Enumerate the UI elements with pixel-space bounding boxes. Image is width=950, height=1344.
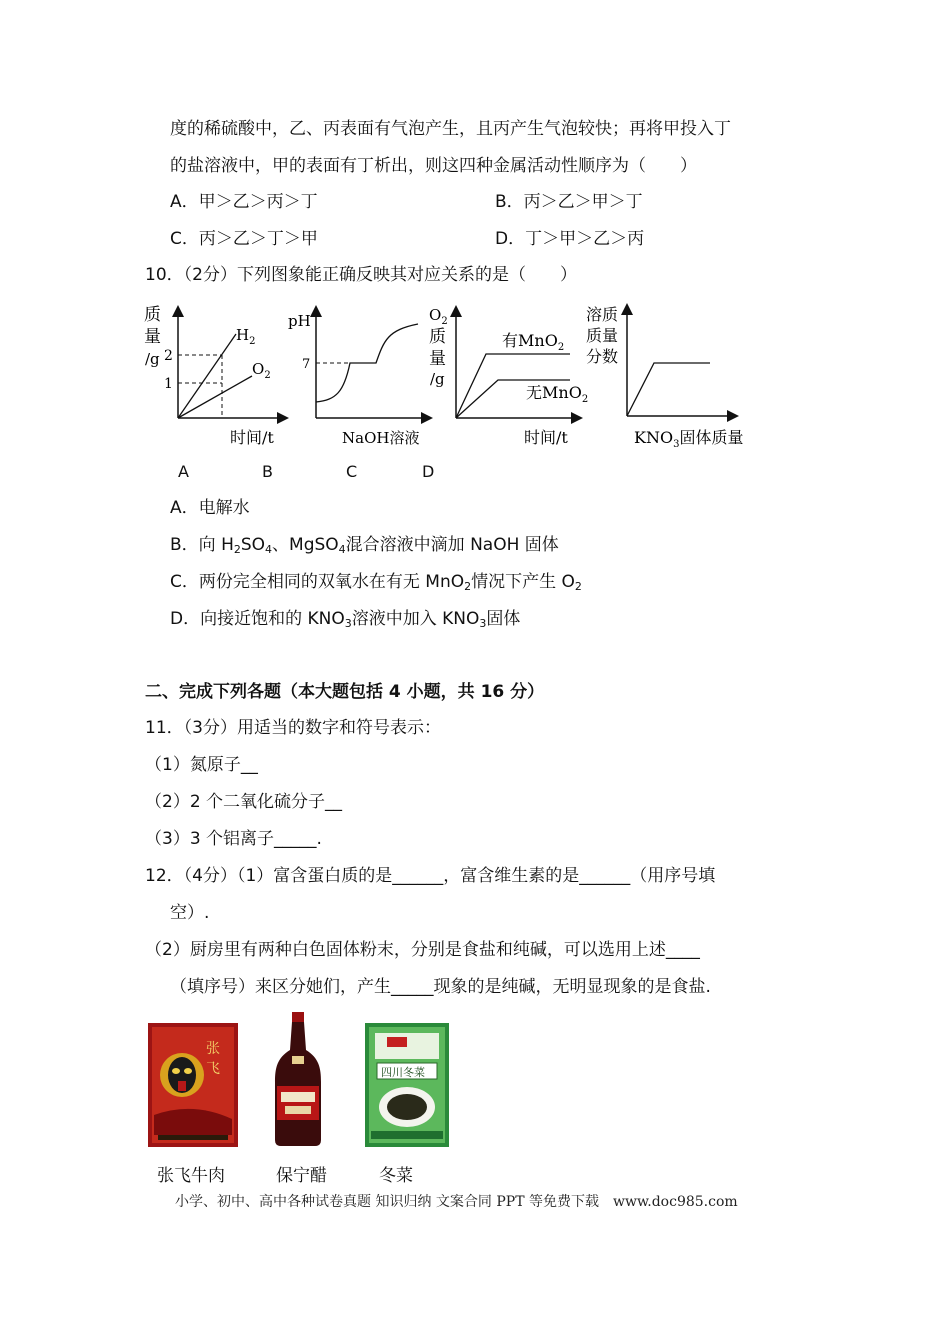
q11-part3: （3）3 个铝离子_____. <box>145 829 322 849</box>
graph-c-ylabel-4: /g <box>430 370 445 388</box>
graph-c-ylabel-2: 质 <box>429 327 446 347</box>
q10-graphs <box>140 296 760 456</box>
graph-c-ylabel-1: $O_2$ <box>429 306 448 327</box>
graph-a-ylabel-1: 质 <box>144 305 161 325</box>
q9-option-c: C．丙＞乙＞丁＞甲 <box>170 229 318 249</box>
photo-beef-package <box>148 1023 238 1147</box>
graph-a-o2-label: $O_2$ <box>252 360 271 381</box>
graph-b-tick-7: 7 <box>302 357 311 372</box>
q12-line3: （2）厨房里有两种白色固体粉末，分别是食盐和纯碱，可以选用上述____ <box>145 940 700 960</box>
graph-a-ylabel-3: /g <box>145 350 160 368</box>
section2-title: 二、完成下列各题（本大题包括 4 小题，共 16 分） <box>145 682 545 702</box>
q9-option-d: D．丁＞甲＞乙＞丙 <box>495 229 645 249</box>
graph-a-tick-1: 1 <box>164 376 173 392</box>
q10-option-a: A．电解水 <box>170 498 250 518</box>
graph-b-ylabel: pH <box>288 312 311 330</box>
q10-option-c: C．两份完全相同的双氧水在有无 MnO$_2$情况下产生 $O_2$ <box>170 572 582 593</box>
graph-d-ylabel-1: 溶质 <box>586 305 619 324</box>
graph-letter-a: A <box>178 462 189 481</box>
photo-pickle-text: 四川冬菜 <box>381 1066 425 1079</box>
graph-letter-c: C <box>346 462 358 481</box>
graph-c-xlabel: 时间/t <box>524 428 568 447</box>
q10-graphs-svg <box>140 296 760 456</box>
q10-stem: 10．（2分）下列图象能正确反映其对应关系的是（ ） <box>145 265 577 285</box>
graph-d-ylabel-2: 质量 <box>586 326 619 345</box>
q11-part1: （1）氮原子__ <box>145 755 258 775</box>
graph-d-line <box>627 363 710 416</box>
graph-a-xlabel: 时间/t <box>230 428 274 447</box>
q9-line1: 度的稀硫酸中，乙、丙表面有气泡产生，且丙产生气泡较快；再将甲投入丁 <box>170 119 731 139</box>
graph-c-ylabel-3: 量 <box>429 349 446 369</box>
graph-a <box>144 305 286 447</box>
q10-option-b: B．向 $H_2SO_4$、MgSO$_4$混合溶液中滴加 NaOH 固体 <box>170 535 559 556</box>
q12-line2: 空）. <box>170 903 210 923</box>
q9-option-b: B．丙＞乙＞甲＞丁 <box>495 192 643 212</box>
graph-d <box>586 305 743 450</box>
q11-stem: 11．（3分）用适当的数字和符号表示： <box>145 718 441 738</box>
graph-a-h2-line <box>178 334 236 418</box>
q11-part2: （2）2 个二氧化硫分子__ <box>145 792 343 812</box>
graph-a-ylabel-2: 量 <box>144 327 161 347</box>
graph-a-tick-2: 2 <box>164 348 173 364</box>
photo-vinegar-bottle <box>273 1012 323 1148</box>
graph-c-lower-label: 无MnO$_2$ <box>526 383 589 405</box>
page-footer: 小学、初中、高中各种试卷真题 知识归纳 文案合同 PPT 等免费下载 www.doc985.com <box>175 1194 738 1210</box>
q12-line4: （填序号）来区分她们，产生_____现象的是纯碱，无明显现象的是食盐. <box>170 977 711 997</box>
q10-option-d: D．向接近饱和的 $KNO_3$溶液中加入 $KNO_3$固体 <box>170 609 521 630</box>
graph-letter-d: D <box>422 462 435 481</box>
photo-beef-text-2: 飞 <box>206 1061 220 1077</box>
graph-b <box>288 308 430 447</box>
caption-pickle: 冬菜 <box>379 1166 413 1186</box>
graph-d-ylabel-3: 分数 <box>586 347 619 366</box>
graph-c-upper-label: 有MnO$_2$ <box>502 331 565 353</box>
graph-a-o2-line <box>178 376 252 418</box>
caption-beef: 张飞牛肉 <box>157 1166 225 1186</box>
graph-c <box>429 306 588 447</box>
graph-d-xlabel: $KNO_3$固体质量 <box>634 428 744 450</box>
graph-b-xlabel: NaOH溶液 <box>342 429 420 447</box>
photo-pickle-package <box>365 1023 449 1147</box>
q9-line2: 的盐溶液中，甲的表面有丁析出，则这四种金属活动性顺序为（ ） <box>170 156 697 176</box>
q9-option-a: A．甲＞乙＞丙＞丁 <box>170 192 318 212</box>
q12-line1: 12．（4分）（1）富含蛋白质的是______，富含维生素的是______（用序号填 <box>145 866 716 886</box>
graph-a-h2-label: $H_2$ <box>236 326 256 347</box>
graph-letter-b: B <box>262 462 273 481</box>
caption-vinegar: 保宁醋 <box>276 1166 327 1186</box>
photo-beef-text-1: 张 <box>206 1041 220 1057</box>
